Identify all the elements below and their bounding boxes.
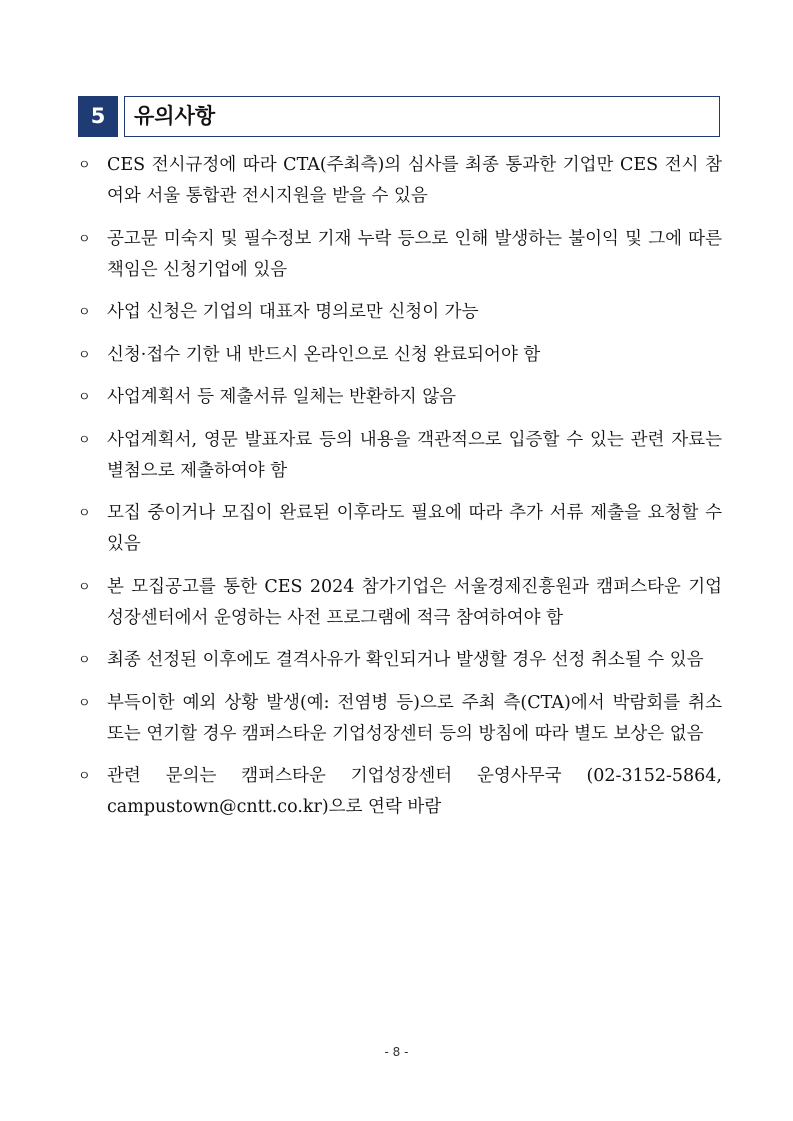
bullet-icon: ㅇ [78, 158, 91, 173]
notice-item [76, 150, 722, 212]
section-number-badge: 5 [78, 96, 118, 137]
notice-item [76, 761, 722, 823]
notice-item [76, 688, 722, 750]
bullet-icon: ㅇ [78, 305, 91, 320]
bullet-icon: ㅇ [78, 769, 91, 784]
notice-item [76, 425, 722, 487]
notice-text: 신청·접수 기한 내 반드시 온라인으로 신청 완료되어야 함 [107, 344, 541, 365]
notice-text: 모집 중이거나 모집이 완료된 이후라도 필요에 따라 추가 서류 제출을 요청할 수 있음 [107, 503, 722, 554]
page-number: - 8 - [384, 1045, 409, 1059]
notice-text: 본 모집공고를 통한 CES 2024 참가기업은 서울경제진흥원과 캠퍼스타운 기업성장센터에서 운영하는 사전 프로그램에 적극 참여하여야 함 [107, 576, 722, 628]
notice-text: 사업계획서, 영문 발표자료 등의 내용을 객관적으로 입증할 수 있는 관련 자료는 별첨으로 제출하여야 함 [107, 429, 722, 481]
section-header [78, 96, 720, 137]
bullet-icon: ㅇ [78, 347, 91, 363]
notice-text: 부득이한 예외 상황 발생(예: 전염병 등)으로 주최 측(CTA)에서 박람회를 취소 또는 연기할 경우 캠퍼스타운 기업성장센터 등의 방침에 따라 별도 보상은 없음 [107, 692, 722, 744]
notice-item [76, 297, 722, 328]
bullet-icon: ㅇ [78, 579, 91, 595]
bullet-icon: ㅇ [78, 653, 91, 668]
notice-text: 사업 신청은 기업의 대표자 명의로만 신청이 가능 [107, 302, 479, 322]
notice-list [76, 150, 722, 835]
notice-text: CES 전시규정에 따라 CTA(주최측)의 심사를 최종 통과한 기업만 CES 전시 참여와 서울 통합관 전시지원을 받을 수 있음 [107, 155, 722, 206]
bullet-icon: ㅇ [78, 506, 91, 521]
notice-item [76, 498, 722, 560]
bullet-icon: ㅇ [78, 231, 91, 247]
bullet-icon: ㅇ [78, 695, 91, 711]
bullet-icon: ㅇ [78, 432, 91, 448]
notice-text: 최종 선정된 이후에도 결격사유가 확인되거나 발생할 경우 선정 취소될 수 있음 [107, 650, 704, 670]
section-title: 유의사항 [134, 104, 216, 128]
notice-text: 관련 문의는 캠퍼스타운 기업성장센터 운영사무국 (02-3152-5864, campustown@cntt.co.kr)으로 연락 바람 [107, 766, 722, 817]
notice-item [76, 224, 722, 286]
notice-text: 사업계획서 등 제출서류 일체는 반환하지 않음 [107, 387, 457, 407]
bullet-icon: ㅇ [78, 390, 91, 405]
notice-item [76, 382, 722, 413]
notice-item [76, 340, 722, 371]
notice-item [76, 645, 722, 676]
section-title-box [124, 96, 720, 137]
notice-text: 공고문 미숙지 및 필수정보 기재 누락 등으로 인해 발생하는 불이익 및 그에 따른 책임은 신청기업에 있음 [107, 228, 722, 280]
notice-item [76, 572, 722, 634]
